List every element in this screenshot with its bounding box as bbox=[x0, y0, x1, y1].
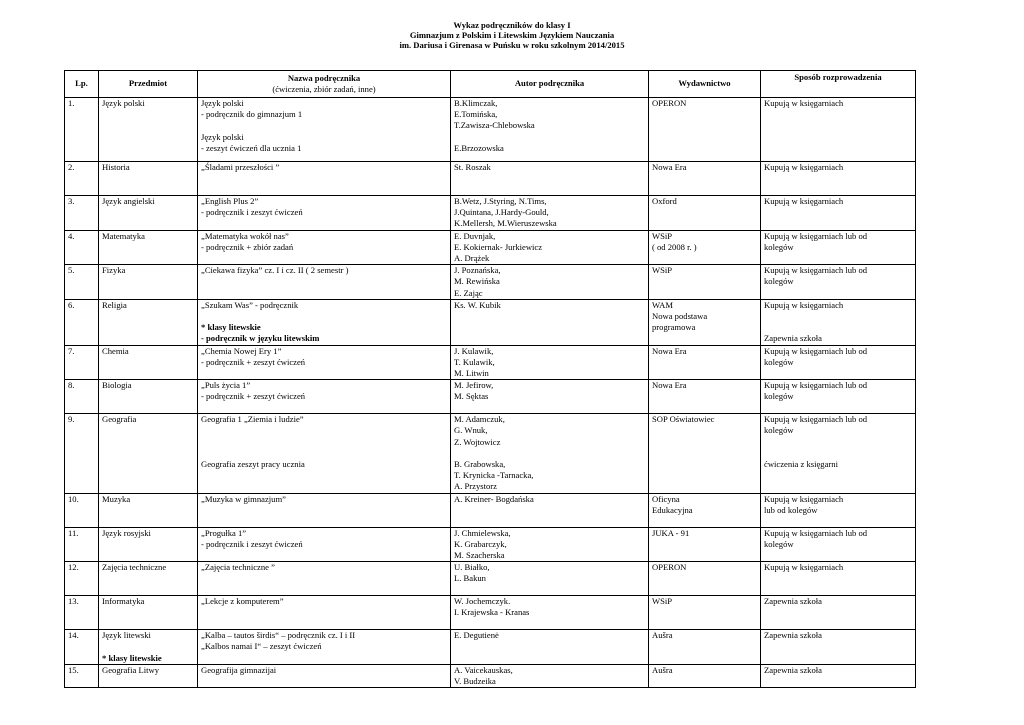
cell-sposob-line: Kupują w księgarniach bbox=[764, 98, 844, 108]
cell-nazwa-line: * klasy litewskie bbox=[201, 322, 261, 333]
cell-przedmiot bbox=[99, 299, 198, 345]
cell-sposob bbox=[761, 414, 916, 493]
cell-nazwa bbox=[198, 345, 451, 380]
cell-przedmiot bbox=[99, 380, 198, 414]
document-header bbox=[0, 20, 1024, 51]
cell-przedmiot-line: Informatyka bbox=[102, 596, 145, 607]
cell-przedmiot bbox=[99, 265, 198, 300]
cell-autor-line: T.Zawisza-Chlebowska bbox=[454, 120, 535, 131]
cell-sposob bbox=[761, 265, 916, 300]
cell-lp-line: 10. bbox=[68, 493, 79, 504]
cell-sposob-line bbox=[764, 311, 915, 322]
cell-sposob bbox=[761, 630, 916, 665]
cell-nazwa bbox=[198, 664, 451, 687]
cell-lp bbox=[65, 562, 99, 596]
cell-autor-line: E.Tomińska, bbox=[454, 109, 498, 120]
cell-nazwa-line: Geografija gimnazijai bbox=[201, 664, 277, 675]
textbook-table bbox=[64, 70, 916, 688]
cell-autor-line: J. Chmielewska, bbox=[454, 527, 511, 538]
cell-nazwa-line: Język polski bbox=[201, 131, 244, 142]
cell-przedmiot-line: Geografia Litwy bbox=[102, 664, 160, 675]
cell-wydawnictwo bbox=[649, 630, 761, 665]
cell-sposob bbox=[761, 527, 916, 562]
cell-wydawnictwo-line: Edukacyjna bbox=[652, 504, 693, 515]
cell-przedmiot-line: Biologia bbox=[102, 380, 132, 391]
cell-sposob-line: kolegów bbox=[764, 538, 794, 549]
cell-nazwa-line: - podręcznik w języku litewskim bbox=[201, 333, 320, 344]
cell-lp bbox=[65, 230, 99, 265]
cell-wydawnictwo bbox=[649, 664, 761, 687]
cell-wydawnictwo-line: WSiP bbox=[652, 596, 673, 607]
cell-lp bbox=[65, 630, 99, 665]
cell-autor-line: E.Brzozowska bbox=[454, 142, 504, 153]
table-row bbox=[65, 630, 916, 665]
cell-nazwa-line: „Lekcje z komputerem” bbox=[201, 596, 284, 607]
cell-nazwa bbox=[198, 414, 451, 493]
table-row bbox=[65, 527, 916, 562]
cell-lp bbox=[65, 380, 99, 414]
cell-autor-line: M. Rewińska bbox=[454, 276, 500, 287]
cell-wydawnictwo bbox=[649, 493, 761, 527]
cell-autor-line: E. Duvnjak, bbox=[454, 230, 496, 241]
cell-autor-line: T. Krynicka -Tarnacka, bbox=[454, 470, 534, 481]
cell-autor-line: K. Grabarczyk, bbox=[454, 538, 507, 549]
cell-lp-line: 13. bbox=[68, 596, 79, 607]
col-header-przedmiot: Przedmiot bbox=[99, 71, 198, 98]
cell-przedmiot bbox=[99, 664, 198, 687]
cell-wydawnictwo-line: SOP Oświatowiec bbox=[652, 414, 715, 425]
cell-sposob-line: Kupują w księgarniach lub od bbox=[764, 414, 868, 425]
cell-wydawnictwo-line: Nowa Era bbox=[652, 162, 687, 172]
table-row bbox=[65, 98, 916, 162]
cell-autor bbox=[451, 596, 649, 630]
cell-sposob-line: Zapewnia szkoła bbox=[764, 630, 822, 641]
cell-nazwa-line: „Kalbos namai I“ – zeszyt ćwiczeń bbox=[201, 641, 322, 652]
cell-autor bbox=[451, 265, 649, 300]
cell-przedmiot bbox=[99, 196, 198, 231]
cell-lp-line: 5. bbox=[68, 265, 75, 276]
cell-lp-line: 11. bbox=[68, 527, 79, 538]
table-row bbox=[65, 414, 916, 493]
cell-sposob-line: Zapewnia szkoła bbox=[764, 596, 822, 607]
cell-wydawnictwo bbox=[649, 562, 761, 596]
cell-nazwa-line: „Zajęcia techniczne ” bbox=[201, 562, 275, 573]
cell-autor-line: A. Kreiner- Bogdańska bbox=[454, 493, 534, 504]
cell-sposob-line: Kupują w księgarniach bbox=[764, 562, 844, 573]
cell-lp bbox=[65, 527, 99, 562]
cell-przedmiot bbox=[99, 562, 198, 596]
cell-autor-line: V. Budzeika bbox=[454, 676, 496, 687]
cell-sposob-line: Kupują w księgarniach lub od bbox=[764, 345, 868, 356]
cell-sposob-line: ćwiczenia z księgarni bbox=[764, 459, 838, 470]
cell-autor-line: K.Mellersh, M.Wieruszewska bbox=[454, 218, 557, 229]
cell-wydawnictwo-line: Aušra bbox=[652, 664, 673, 675]
cell-sposob bbox=[761, 562, 916, 596]
cell-nazwa-line: „Kalba – tautos širdis“ – podręcznik cz. I i II bbox=[201, 630, 356, 641]
cell-sposob-line: kolegów bbox=[764, 356, 794, 367]
table-row bbox=[65, 299, 916, 345]
cell-sposob-line: kolegów bbox=[764, 241, 794, 252]
cell-nazwa-line bbox=[201, 425, 450, 436]
cell-lp bbox=[65, 196, 99, 231]
cell-sposob bbox=[761, 230, 916, 265]
cell-sposob-line: Kupują w księgarniach bbox=[764, 196, 844, 206]
cell-autor bbox=[451, 230, 649, 265]
header-school: Gimnazjum z Polskim i Litewskim Językiem Nauczania bbox=[409, 30, 615, 41]
cell-autor-line: M. Szacherska bbox=[454, 550, 505, 561]
cell-lp bbox=[65, 265, 99, 300]
cell-przedmiot bbox=[99, 527, 198, 562]
cell-sposob-line bbox=[764, 437, 915, 448]
cell-autor-line: B. Grabowska, bbox=[454, 459, 506, 470]
cell-sposob bbox=[761, 380, 916, 414]
cell-wydawnictwo-line: programowa bbox=[652, 322, 696, 333]
cell-autor-line: B.Klimczak, bbox=[454, 98, 498, 108]
cell-przedmiot-line: Religia bbox=[102, 299, 127, 310]
cell-sposob-line: lub od kolegów bbox=[764, 504, 818, 515]
cell-sposob bbox=[761, 162, 916, 196]
cell-autor bbox=[451, 527, 649, 562]
cell-wydawnictwo bbox=[649, 596, 761, 630]
cell-sposob bbox=[761, 345, 916, 380]
cell-sposob-line bbox=[764, 448, 915, 459]
col-header-nazwa bbox=[198, 71, 451, 98]
cell-nazwa-line: - podręcznik + zeszyt ćwiczeń bbox=[201, 356, 306, 367]
cell-nazwa-line bbox=[201, 120, 450, 131]
cell-lp bbox=[65, 664, 99, 687]
cell-lp-line: 8. bbox=[68, 380, 75, 391]
cell-wydawnictwo-line: OPERON bbox=[652, 98, 687, 108]
cell-wydawnictwo bbox=[649, 345, 761, 380]
col-header-nazwa-subtitle: (ćwiczenia, zbiór zadań, inne) bbox=[272, 84, 376, 94]
cell-nazwa bbox=[198, 596, 451, 630]
cell-autor bbox=[451, 345, 649, 380]
cell-wydawnictwo bbox=[649, 98, 761, 162]
cell-autor-line: St. Roszak bbox=[454, 162, 491, 172]
table-row bbox=[65, 345, 916, 380]
table-header-row bbox=[65, 71, 916, 98]
cell-sposob-line bbox=[764, 322, 915, 333]
cell-wydawnictwo bbox=[649, 196, 761, 231]
cell-autor bbox=[451, 414, 649, 493]
cell-nazwa bbox=[198, 493, 451, 527]
cell-sposob-line: kolegów bbox=[764, 425, 794, 436]
cell-sposob-line: Kupują w księgarniach bbox=[764, 493, 844, 504]
cell-nazwa bbox=[198, 527, 451, 562]
cell-sposob-line: Zapewnia szkoła bbox=[764, 333, 822, 344]
cell-wydawnictwo-line: Nowa podstawa bbox=[652, 311, 708, 322]
cell-przedmiot-line: Geografia bbox=[102, 414, 137, 425]
cell-wydawnictwo bbox=[649, 414, 761, 493]
cell-autor-line bbox=[454, 132, 648, 143]
cell-autor-line: I. Krajewska - Kranas bbox=[454, 607, 530, 618]
table-row bbox=[65, 265, 916, 300]
table-row bbox=[65, 162, 916, 196]
col-header-autor: Autor podręcznika bbox=[451, 71, 649, 98]
cell-lp-line: 14. bbox=[68, 630, 79, 641]
cell-przedmiot-line: Historia bbox=[102, 162, 130, 172]
table-row bbox=[65, 196, 916, 231]
cell-autor-line: M. Sęktas bbox=[454, 391, 489, 402]
cell-lp bbox=[65, 299, 99, 345]
cell-sposob bbox=[761, 493, 916, 527]
cell-lp-line: 7. bbox=[68, 345, 75, 356]
cell-autor-line: Z. Wojtowicz bbox=[454, 436, 501, 447]
cell-przedmiot bbox=[99, 162, 198, 196]
cell-przedmiot-line: Zajęcia techniczne bbox=[102, 562, 167, 573]
cell-autor-line: W. Jochemczyk. bbox=[454, 596, 511, 607]
cell-wydawnictwo-line: ( od 2008 r. ) bbox=[652, 241, 697, 252]
cell-lp-line: 12. bbox=[68, 562, 79, 573]
cell-lp bbox=[65, 162, 99, 196]
cell-przedmiot bbox=[99, 493, 198, 527]
cell-lp-line: 4. bbox=[68, 230, 75, 241]
cell-autor bbox=[451, 98, 649, 162]
cell-wydawnictwo bbox=[649, 230, 761, 265]
cell-autor bbox=[451, 664, 649, 687]
cell-sposob bbox=[761, 98, 916, 162]
cell-autor-line: G. Wnuk, bbox=[454, 425, 488, 436]
cell-wydawnictwo-line: Oficyna bbox=[652, 493, 680, 504]
cell-autor-line: M. Litwin bbox=[454, 368, 489, 379]
cell-wydawnictwo-line: JUKA - 91 bbox=[652, 527, 690, 538]
table-row bbox=[65, 230, 916, 265]
cell-autor-line: E. Zając bbox=[454, 287, 483, 298]
cell-sposob-line: kolegów bbox=[764, 391, 794, 402]
cell-nazwa-line: - podręcznik + zbiór zadań bbox=[201, 241, 294, 252]
cell-autor bbox=[451, 630, 649, 665]
cell-sposob-line: Kupują w księgarniach bbox=[764, 299, 844, 310]
cell-autor-line: T. Kulawik, bbox=[454, 356, 495, 367]
cell-autor-line: L. Bakun bbox=[454, 573, 486, 584]
cell-wydawnictwo bbox=[649, 527, 761, 562]
cell-przedmiot bbox=[99, 98, 198, 162]
cell-nazwa-line: - podręcznik i zeszyt ćwiczeń bbox=[201, 538, 303, 549]
cell-sposob-line: Kupują w księgarniach lub od bbox=[764, 265, 868, 276]
cell-lp-line: 3. bbox=[68, 196, 75, 206]
cell-przedmiot-line: Fizyka bbox=[102, 265, 126, 276]
cell-nazwa-line: Język polski bbox=[201, 98, 244, 108]
cell-nazwa-line: „Śladami przeszłości ” bbox=[201, 162, 280, 172]
cell-wydawnictwo-line: WSiP bbox=[652, 265, 673, 276]
cell-autor-line: A. Vaicekauskas, bbox=[454, 664, 513, 675]
cell-lp-line: 9. bbox=[68, 414, 75, 425]
cell-sposob bbox=[761, 299, 916, 345]
cell-autor-line bbox=[454, 448, 648, 459]
cell-wydawnictwo bbox=[649, 380, 761, 414]
cell-nazwa-line: „English Plus 2” bbox=[201, 196, 259, 206]
cell-autor-line: Ks. W. Kubik bbox=[454, 299, 501, 310]
table-row bbox=[65, 562, 916, 596]
cell-nazwa bbox=[198, 562, 451, 596]
cell-autor-line: J. Poznańska, bbox=[454, 265, 501, 276]
cell-lp bbox=[65, 493, 99, 527]
cell-nazwa bbox=[198, 265, 451, 300]
cell-autor bbox=[451, 299, 649, 345]
cell-lp-line: 15. bbox=[68, 664, 79, 675]
cell-przedmiot-line: Język polski bbox=[102, 98, 145, 108]
cell-autor-line: E. Degutienė bbox=[454, 630, 499, 641]
cell-wydawnictwo-line: Oxford bbox=[652, 196, 677, 206]
cell-autor-line: M. Jefirow, bbox=[454, 380, 494, 391]
cell-nazwa bbox=[198, 162, 451, 196]
cell-sposob-line: Kupują w księgarniach lub od bbox=[764, 527, 868, 538]
cell-nazwa bbox=[198, 630, 451, 665]
cell-autor-line: M. Adamczuk, bbox=[454, 414, 505, 425]
cell-nazwa bbox=[198, 230, 451, 265]
cell-autor-line: A. Drążek bbox=[454, 253, 490, 264]
cell-nazwa bbox=[198, 196, 451, 231]
cell-przedmiot bbox=[99, 596, 198, 630]
cell-autor bbox=[451, 562, 649, 596]
cell-sposob bbox=[761, 196, 916, 231]
cell-wydawnictwo-line: Aušra bbox=[652, 630, 673, 641]
cell-lp-line: 6. bbox=[68, 299, 75, 310]
header-title: Wykaz podręczników do klasy I bbox=[453, 20, 571, 30]
cell-wydawnictwo-line: OPERON bbox=[652, 562, 687, 573]
cell-autor bbox=[451, 196, 649, 231]
col-header-nazwa-title: Nazwa podręcznika bbox=[287, 72, 361, 83]
cell-przedmiot-line: Chemia bbox=[102, 345, 129, 356]
cell-nazwa-line bbox=[201, 311, 450, 322]
cell-autor bbox=[451, 380, 649, 414]
table-row bbox=[65, 664, 916, 687]
cell-nazwa-line: Geografia zeszyt pracy ucznia bbox=[201, 459, 305, 469]
cell-wydawnictwo-line: Nowa Era bbox=[652, 345, 687, 356]
cell-nazwa-line: „Matematyka wokół nas” bbox=[201, 230, 289, 241]
cell-nazwa-line: „Muzyka w gimnazjum” bbox=[201, 493, 286, 504]
table-row bbox=[65, 596, 916, 630]
cell-sposob bbox=[761, 664, 916, 687]
cell-nazwa-line bbox=[201, 437, 450, 448]
cell-nazwa-line: - podręcznik i zeszyt ćwiczeń bbox=[201, 207, 303, 218]
cell-nazwa-line: „Puls życia 1” bbox=[201, 380, 251, 391]
cell-przedmiot-line: Muzyka bbox=[102, 493, 131, 504]
cell-autor-line: B.Wetz, J.Styring, N.Tims, bbox=[454, 196, 547, 206]
cell-nazwa-line: „Progułka 1” bbox=[201, 527, 247, 538]
cell-sposob-line: Kupują w księgarniach bbox=[764, 162, 844, 172]
cell-lp bbox=[65, 596, 99, 630]
cell-autor-line: J. Kulawik, bbox=[454, 345, 494, 356]
cell-lp bbox=[65, 98, 99, 162]
table-body bbox=[65, 98, 916, 688]
cell-sposob-line: Kupują w księgarniach lub od bbox=[764, 380, 868, 391]
cell-nazwa bbox=[198, 380, 451, 414]
cell-sposob-line: Kupują w księgarniach lub od bbox=[764, 230, 868, 241]
cell-nazwa bbox=[198, 98, 451, 162]
col-header-sposob: Sposób rozprowadzenia bbox=[761, 71, 916, 98]
cell-wydawnictwo-line: WSiP bbox=[652, 230, 673, 241]
cell-przedmiot bbox=[99, 414, 198, 493]
table-row bbox=[65, 380, 916, 414]
cell-przedmiot-note: * klasy litewskie bbox=[102, 652, 162, 663]
cell-nazwa-line: „Ciekawa fizyka” cz. I i cz. II ( 2 semestr ) bbox=[201, 265, 349, 276]
cell-przedmiot bbox=[99, 345, 198, 380]
cell-przedmiot-line: Język litewski bbox=[102, 630, 151, 641]
cell-autor-line: E. Kokiernak- Jurkiewicz bbox=[454, 241, 543, 252]
cell-nazwa-line bbox=[201, 448, 450, 459]
col-header-lp: Lp. bbox=[65, 71, 99, 98]
cell-przedmiot bbox=[99, 230, 198, 265]
cell-wydawnictwo bbox=[649, 265, 761, 300]
cell-sposob bbox=[761, 596, 916, 630]
cell-przedmiot-line: Matematyka bbox=[102, 230, 145, 241]
cell-sposob-line: kolegów bbox=[764, 276, 794, 287]
cell-lp-line: 1. bbox=[68, 98, 75, 108]
cell-autor bbox=[451, 162, 649, 196]
header-school-year: im. Dariusa i Girenasa w Puńsku w roku szkolnym 2014/2015 bbox=[399, 40, 625, 51]
table-row bbox=[65, 493, 916, 527]
cell-nazwa-line: - zeszyt ćwiczeń dla ucznia 1 bbox=[201, 142, 302, 153]
cell-wydawnictwo bbox=[649, 299, 761, 345]
cell-nazwa-line: „Chemia Nowej Ery 1” bbox=[201, 345, 282, 356]
cell-wydawnictwo-line: Nowa Era bbox=[652, 380, 687, 391]
cell-przedmiot-line: Język rosyjski bbox=[102, 527, 151, 538]
cell-autor-line: A. Przystorz bbox=[454, 481, 497, 492]
cell-wydawnictwo bbox=[649, 162, 761, 196]
cell-autor bbox=[451, 493, 649, 527]
cell-wydawnictwo-line: WAM bbox=[652, 299, 674, 310]
cell-lp-line: 2. bbox=[68, 162, 75, 172]
cell-przedmiot-line: Język angielski bbox=[102, 196, 155, 206]
cell-nazwa-line: - podręcznik do gimnazjum 1 bbox=[201, 109, 303, 120]
cell-nazwa-line: Geografia 1 „Ziemia i ludzie” bbox=[201, 414, 304, 425]
cell-autor-line: U. Białko, bbox=[454, 562, 490, 573]
cell-przedmiot bbox=[99, 630, 198, 665]
cell-nazwa-line: - podręcznik + zeszyt ćwiczeń bbox=[201, 391, 306, 402]
cell-nazwa-line: „Szukam Was” - podręcznik bbox=[201, 299, 299, 310]
col-header-wydawnictwo: Wydawnictwo bbox=[649, 71, 761, 98]
cell-lp bbox=[65, 414, 99, 493]
cell-autor-line: J.Quintana, J.Hardy-Gould, bbox=[454, 207, 549, 218]
cell-sposob-line: Zapewnia szkoła bbox=[764, 664, 822, 675]
cell-lp bbox=[65, 345, 99, 380]
cell-nazwa bbox=[198, 299, 451, 345]
